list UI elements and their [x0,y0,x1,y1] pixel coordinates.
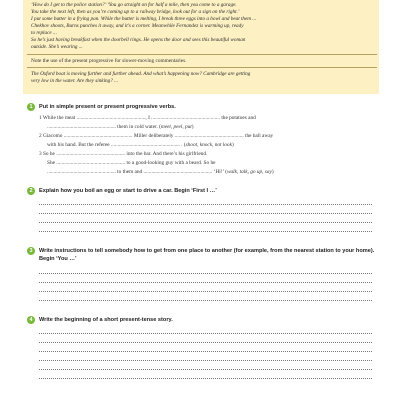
example-line: outside. She’s wearing ... [31,44,83,50]
example-line: ‘How do I get to the police station?’ ‘You go straight on for half a mile, then you come to a garage. [31,2,237,8]
answer-line[interactable] [39,378,372,379]
exercise-item: .................................................... them in cold water. (meet, peel, put) [47,124,194,130]
divider [27,67,377,68]
example-line: Chekhov shoots, Burns punches it away, and it’s a corner. Meanwhile Fernandez is warming up, ready [31,23,244,29]
answer-line[interactable] [39,273,372,274]
exercise-item: .................................................... to them and .................................................... ‘Hi!’ (walk, talk, go up, say) [47,169,274,175]
answer-line[interactable] [39,369,372,370]
exercise-instruction: Write the beginning of a short present-tense story. [39,317,173,323]
answer-line[interactable] [39,300,372,301]
example-line: I put some butter in a frying pan. While the butter is melting, I break three eggs into a bowl and beat them ... [31,16,257,22]
example-line: You take the next left, then as you’re coming up to a railway bridge, look out for a sign on the right.’ [31,9,240,15]
exercise-number-badge: 4 [27,316,35,324]
example-line: very low in the water. Are they sinking? ... [31,78,119,84]
answer-line[interactable] [39,351,372,352]
exercise-number-badge: 1 [27,103,35,111]
answer-line[interactable] [39,360,372,361]
answer-line[interactable] [39,231,372,232]
answer-line[interactable] [39,342,372,343]
exercise-item: 3 So he .................................................... into the bar. And there’s his girlfriend. [39,151,208,157]
answer-line[interactable] [39,291,372,292]
exercise-instruction: Explain how you boil an egg or start to drive a car. Begin ‘First I …’ [39,188,217,194]
exercise-number-badge: 2 [27,187,35,195]
answer-line[interactable] [39,204,372,205]
exercise-item: 2 Giacomo .................................................... Miller deliberately .................................................... the ball away [39,133,274,139]
exercise-instruction: Put in simple present or present progressive verbs. [39,104,176,110]
example-line: So he’s just having breakfast when the doorbell rings. He opens the door and sees this beautiful woman [31,37,246,43]
divider [27,54,377,55]
exercise-number-badge: 3 [27,247,35,255]
answer-line[interactable] [39,282,372,283]
exercise-item: She .................................................... to a good-looking guy with a beard. So he [47,160,216,166]
exercise-item: with his hand. But the referee .................................................... . (shoot, knock, not look) [47,142,234,148]
exercise-item: 1 While the meat ...................................................., I .................................................... the potatoes and [39,115,256,121]
grammar-note: Note the use of the present progressive for slower-moving commentaries. [31,58,187,64]
answer-line[interactable] [39,333,372,334]
answer-line[interactable] [39,222,372,223]
exercise-instruction: Write instructions to tell somebody how to get from one place to another (for example, from the nearest station to your home). Begin ‘You …’ [39,248,375,262]
answer-line[interactable] [39,213,372,214]
example-line: The Oxford boat is moving further and further ahead. And what’s happening now? Cambridge are getting [31,71,251,77]
example-line: to replace ... [31,30,57,36]
